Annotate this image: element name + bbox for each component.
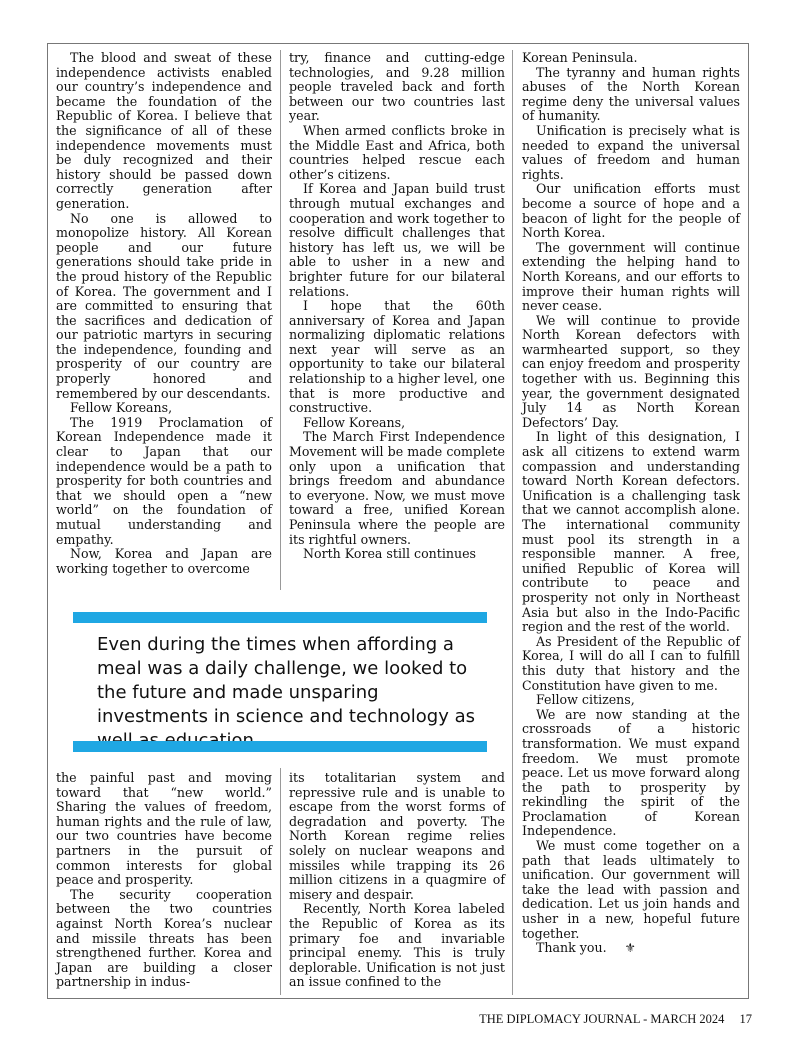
page-number: 17 [739,1012,752,1026]
pull-quote-bottom-bar [73,741,487,752]
article-paragraph: Now, Korea and Japan are working together to overcome [56,546,272,576]
article-paragraph: The March First Independence Movement will be made complete only upon a unification that brings freedom and abundance to everyone. Now, we must move toward a free, unified Korean Peninsula where the people are its rightful owners. [289,429,505,547]
article-paragraph: The government will continue extending the helping hand to North Koreans, and our efforts to improve their human rights will never cease. [522,239,740,314]
column-divider [280,50,281,590]
article-paragraph: The security cooperation between the two countries against North Korea’s nuclear and missile threats has been strengthened further. Korea and Japan are building a closer partnership in indus- [56,886,272,990]
article-paragraph: Our unification efforts must become a source of hope and a beacon of light for the people of North Korea. [522,181,740,241]
article-column-2-bottom [289,771,505,990]
article-paragraph: As President of the Republic of Korea, I will do all I can to fulfill this duty that history and the Constitution have given to me. [522,633,740,693]
article-paragraph: The tyranny and human rights abuses of the North Korean regime deny the universal values of humanity. [522,64,740,124]
article-column-2-top [289,51,505,562]
article-paragraph: Fellow Koreans, [303,414,406,430]
article-paragraph: Unification is precisely what is needed to expand the universal values of freedom and human rights. [522,122,740,182]
article-column-1-top [56,51,272,576]
column-divider [512,50,513,995]
article-paragraph: I hope that the 60th anniversary of Korea and Japan normalizing diplomatic relations next year will serve as an opportunity to take our bilateral relationship to a higher level, one that is more productive and constructive. [289,298,505,416]
pull-quote-top-bar [73,612,487,623]
article-paragraph: The blood and sweat of these independence activists enabled our country’s independence and became the foundation of the Republic of Korea. I believe that the significance of all of these independence movements must be duly recognized and their history should be passed down correctly generation after generation. [56,50,272,211]
article-paragraph: Korean Peninsula. [522,50,638,65]
article-paragraph: North Korea still continues [303,546,477,562]
article-paragraph: When armed conflicts broke in the Middle East and Africa, both countries helped rescue each other’s citizens. [289,122,505,182]
article-column-1-bottom [56,771,272,990]
article-paragraph: The 1919 Proclamation of Korean Independence made it clear to Japan that our independence would be a path to prosperity for both countries and that we should open a “new world” on the foundation of mutual understanding and empathy. [56,414,272,547]
article-paragraph: Thank you. ⚜ [536,940,636,956]
page-footer [479,1012,752,1027]
article-paragraph: Fellow Koreans, [70,400,173,416]
column-divider [280,768,281,995]
publication-name: THE DIPLOMACY JOURNAL - MARCH 2024 [479,1012,725,1026]
pull-quote [97,633,475,753]
article-paragraph: We will continue to provide North Korean defectors with warmhearted support, so they can enjoy freedom and prosperity together with us. Beginning this year, the government designated July 14 as North Korean Defectors’ Day. [522,312,740,430]
article-column-3 [522,51,740,956]
article-paragraph: Recently, North Korea labeled the Republic of Korea as its primary foe and invariable principal enemy. This is truly deplorable. Unification is not just an issue confined to the [289,901,505,990]
article-paragraph: No one is allowed to monopolize history. All Korean people and our future generations should take pride in the proud history of the Republic of Korea. The government and I are committed to ensuring that the sacrifices and dedication of our patriotic martyrs in securing the independence, founding and prosperity of our country are properly honored and remembered by our descendants. [56,210,272,401]
pull-quote-text: Even during the times when affording a meal was a daily challenge, we looked to the future and made unsparing investments in science and technology as [97,634,475,727]
article-paragraph: We are now standing at the crossroads of a historic transformation. We must expand freedom. We must promote peace. Let us move forward along the path to prosperity by rekindling the spirit of the Proclamation of Korean Independence. [522,706,740,839]
article-paragraph: We must come together on a path that leads ultimately to unification. Our government will take the lead with passion and dedication. Let us join hands and usher in a new, hopeful future together. [522,838,740,941]
article-paragraph: Fellow citizens, [536,692,635,708]
article-paragraph: the painful past and moving toward that “new world.” Sharing the values of freedom, human rights and the rule of law, our two countries have become partners in the pursuit of common interests for global peace and prosperity. [56,770,272,888]
article-paragraph: If Korea and Japan build trust through mutual exchanges and cooperation and work together to resolve difficult challenges that history has left us, we will be able to usher in a new and brighter future for our bilateral relations. [289,181,505,299]
article-paragraph: its totalitarian system and repressive rule and is unable to escape from the worst forms of degradation and poverty. The North Korean regime relies solely on nuclear weapons and missiles while trapping its 26 million citizens in a quagmire of misery and despair. [289,770,505,902]
article-paragraph: In light of this designation, I ask all citizens to extend warm compassion and understanding toward North Korean defectors. Unification is a challenging task that we cannot accomplish alone. The international community must pool its strength in a responsible manner. A free, unified Republic of Korea will contribute to peace and prosperity not only in Northeast Asia but also in the Indo-Pacific region and the rest of the world. [522,429,740,635]
article-paragraph: try, finance and cutting-edge technologies, and 9.28 million people traveled back and forth between our two countries last year. [289,50,505,124]
lotus-end-mark-icon: ⚜ [624,940,636,956]
